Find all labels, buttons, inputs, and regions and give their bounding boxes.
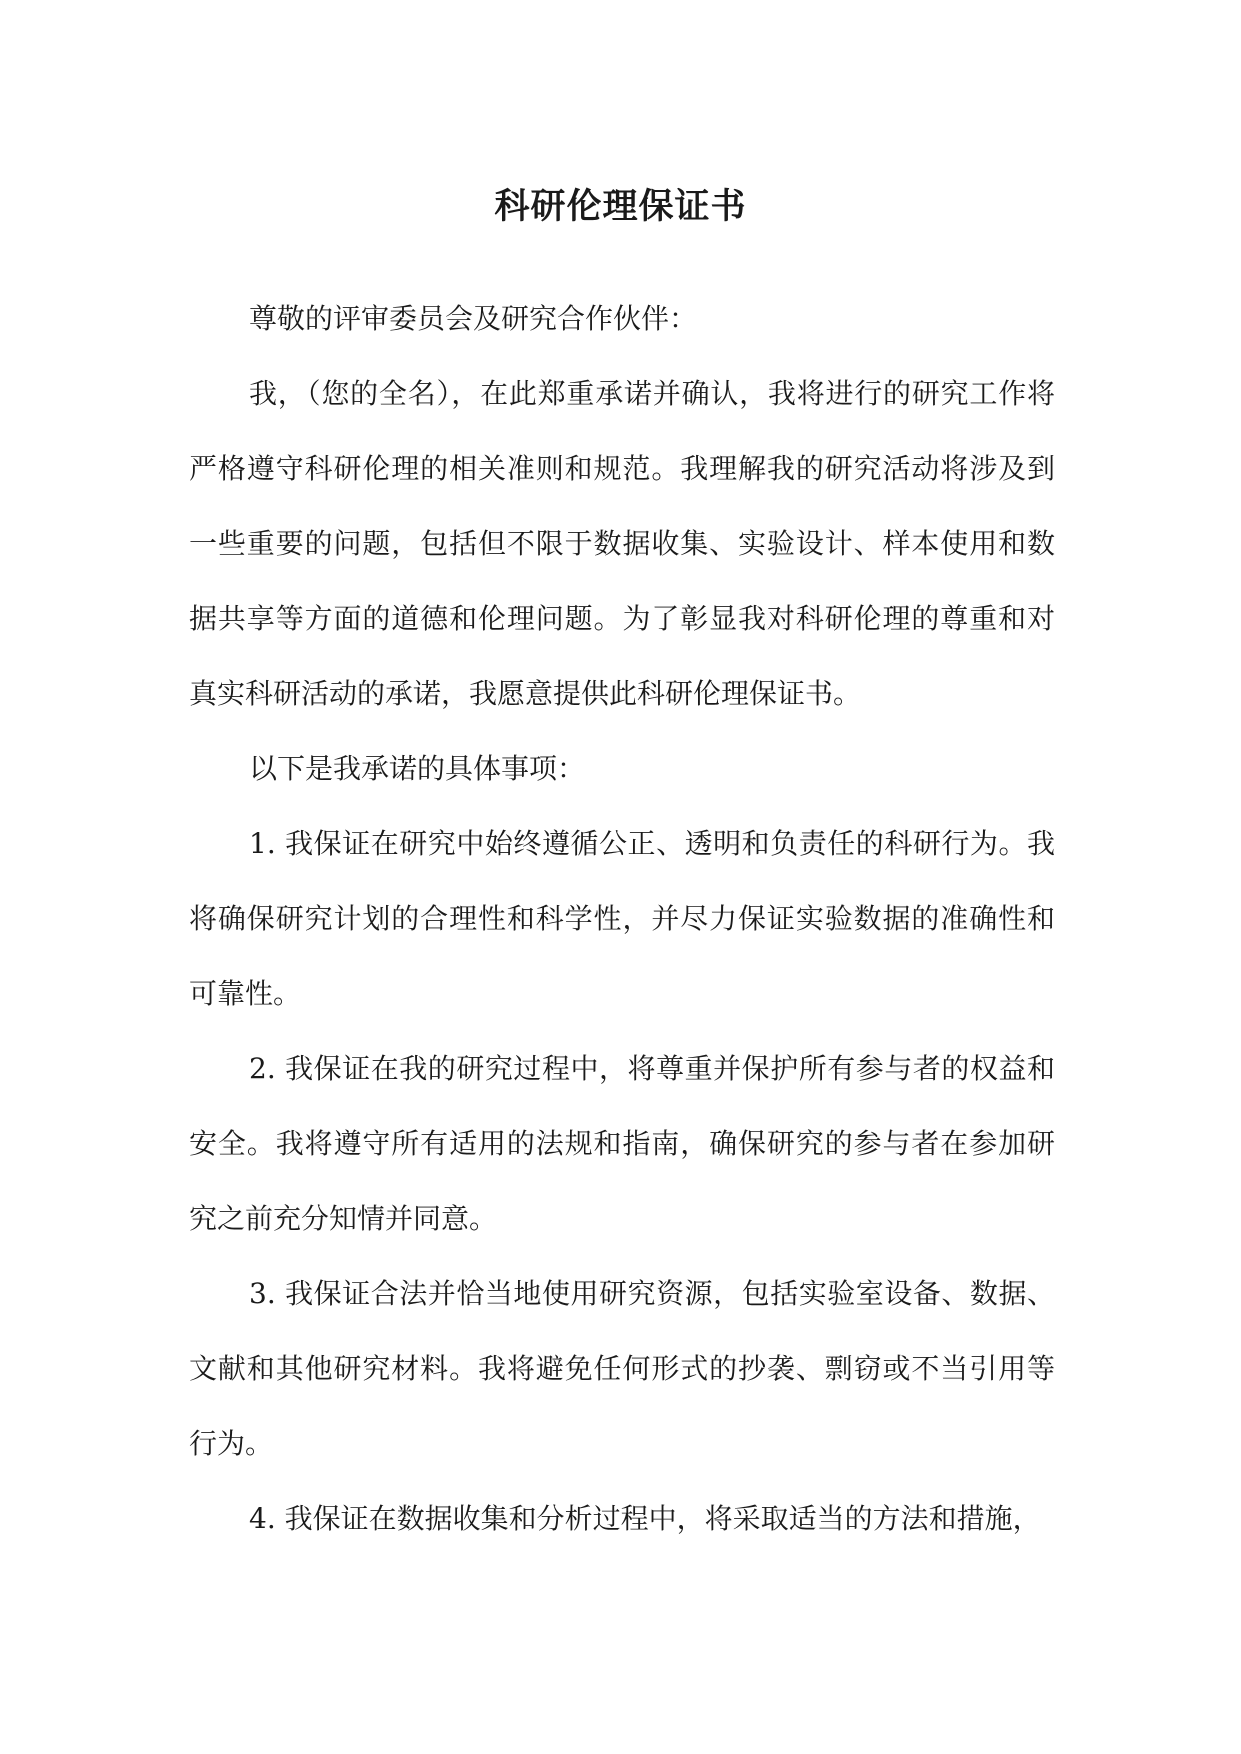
commitment-item-4: 4. 我保证在数据收集和分析过程中，将采取适当的方法和措施， xyxy=(249,1502,1041,1535)
salutation: 尊敬的评审委员会及研究合作伙伴： xyxy=(249,302,698,335)
commitment-item-1: 1. 我保证在研究中始终遵循公正、透明和负责任的科研行为。我将确保研究计划的合理性和科学性，并尽力保证实验数据的准确性和可靠性。 xyxy=(189,827,1055,1010)
commitment-item-2: 2. 我保证在我的研究过程中，将尊重并保护所有参与者的权益和安全。我将遵守所有适用的法规和指南，确保研究的参与者在参加研究之前充分知情并同意。 xyxy=(189,1052,1055,1235)
commitments-heading: 以下是我承诺的具体事项： xyxy=(249,752,586,785)
document-body xyxy=(189,281,1055,1556)
commitment-item-3: 3. 我保证合法并恰当地使用研究资源，包括实验室设备、数据、文献和其他研究材料。我将避免任何形式的抄袭、剽窃或不当引用等行为。 xyxy=(189,1277,1055,1460)
intro-paragraph: 我，（您的全名），在此郑重承诺并确认，我将进行的研究工作将严格遵守科研伦理的相关准则和规范。我理解我的研究活动将涉及到一些重要的问题，包括但不限于数据收集、实验设计、样本使用和数据共享等方面的道德和伦理问题。为了彰显我对科研伦理的尊重和对真实科研活动的承诺，我愿意提供此科研伦理保证书。 xyxy=(189,377,1055,710)
document-title: 科研伦理保证书 xyxy=(494,186,747,227)
